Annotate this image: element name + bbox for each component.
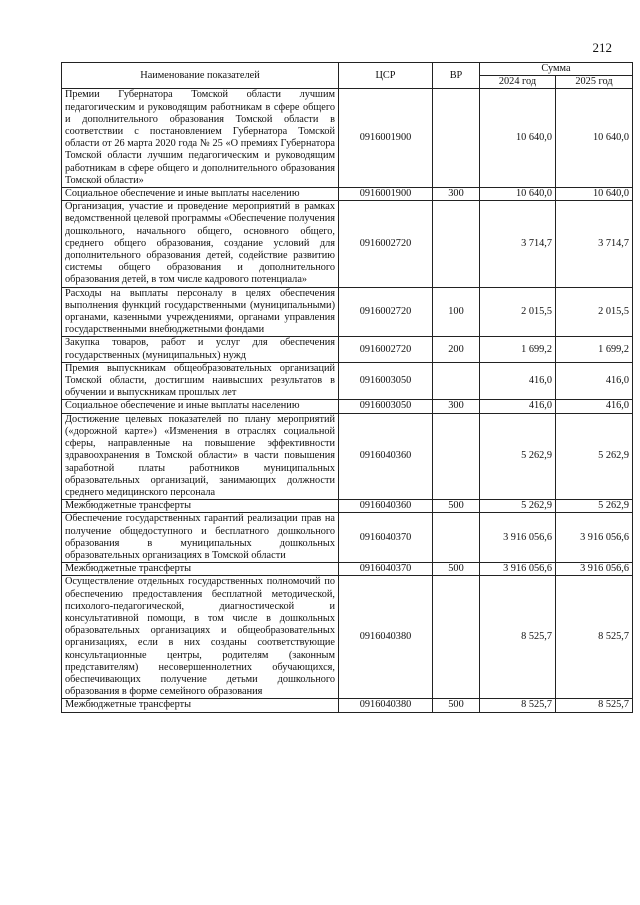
row-sum-2025: 416,0 — [556, 400, 633, 413]
row-csr: 0916040360 — [339, 500, 433, 513]
row-name: Межбюджетные трансферты — [62, 699, 339, 712]
table-row — [62, 513, 633, 563]
row-sum-2024: 10 640,0 — [480, 89, 556, 188]
table-row — [62, 413, 633, 499]
row-sum-2024: 3 714,7 — [480, 201, 556, 287]
row-csr: 0916002720 — [339, 287, 433, 337]
row-name: Премия выпускникам общеобразовательных организаций Томской области, достигшим наивысших результатов в обучении и выпускникам прошлых лет — [62, 362, 339, 400]
row-sum-2025: 5 262,9 — [556, 413, 633, 499]
table-row — [62, 287, 633, 337]
row-name: Межбюджетные трансферты — [62, 500, 339, 513]
page-number: 212 — [592, 40, 612, 55]
table-row — [62, 563, 633, 576]
row-sum-2025: 10 640,0 — [556, 188, 633, 201]
row-name: Межбюджетные трансферты — [62, 563, 339, 576]
row-sum-2024: 10 640,0 — [480, 188, 556, 201]
row-vr — [433, 201, 480, 287]
row-csr: 0916040370 — [339, 513, 433, 563]
row-vr: 300 — [433, 400, 480, 413]
row-sum-2024: 3 916 056,6 — [480, 563, 556, 576]
header-sum: Сумма — [480, 63, 633, 76]
row-sum-2024: 8 525,7 — [480, 699, 556, 712]
table-row — [62, 201, 633, 287]
header-vr: ВР — [433, 63, 480, 89]
table-row — [62, 699, 633, 712]
row-name: Достижение целевых показателей по плану мероприятий («дорожной карте») «Изменения в отраслях социальной сферы, направленные на повышение эффективности здравоохранения в Томской области» в части повышения заработной платы работников муниципальных образовательных организаций, занимающих должности среднего медицинского персонала — [62, 413, 339, 499]
row-vr — [433, 513, 480, 563]
table-row — [62, 500, 633, 513]
row-sum-2025: 5 262,9 — [556, 500, 633, 513]
row-csr: 0916040370 — [339, 563, 433, 576]
row-csr: 0916040380 — [339, 699, 433, 712]
row-name: Организация, участие и проведение мероприятий в рамках ведомственной целевой программы «Обеспечение получения дошкольного, начального общего, основного общего, среднего общего образования, создание условий для дополнительного образования детей, содействие развитию системы общего образования и дополнительного образования детей, в том числе кадрового потенциала» — [62, 201, 339, 287]
header-year-2025: 2025 год — [556, 76, 633, 89]
row-vr: 100 — [433, 287, 480, 337]
header-row — [62, 63, 633, 76]
row-sum-2025: 3 916 056,6 — [556, 513, 633, 563]
row-vr: 500 — [433, 563, 480, 576]
row-csr: 0916040360 — [339, 413, 433, 499]
row-sum-2024: 5 262,9 — [480, 413, 556, 499]
row-sum-2025: 3 714,7 — [556, 201, 633, 287]
row-vr — [433, 89, 480, 188]
row-vr — [433, 362, 480, 400]
row-vr — [433, 413, 480, 499]
row-sum-2025: 416,0 — [556, 362, 633, 400]
row-csr: 0916001900 — [339, 89, 433, 188]
row-sum-2024: 416,0 — [480, 400, 556, 413]
row-name: Социальное обеспечение и иные выплаты населению — [62, 400, 339, 413]
table-row — [62, 576, 633, 699]
row-csr: 0916001900 — [339, 188, 433, 201]
row-vr: 500 — [433, 699, 480, 712]
row-sum-2024: 5 262,9 — [480, 500, 556, 513]
row-csr: 0916002720 — [339, 337, 433, 362]
header-name: Наименование показателей — [62, 63, 339, 89]
row-sum-2024: 3 916 056,6 — [480, 513, 556, 563]
row-vr: 200 — [433, 337, 480, 362]
row-name: Расходы на выплаты персоналу в целях обеспечения выполнения функций государственными (муниципальными) органами, казенными учреждениями, органами управления государственными внебюджетными фондами — [62, 287, 339, 337]
row-sum-2025: 10 640,0 — [556, 89, 633, 188]
table-row — [62, 400, 633, 413]
row-sum-2024: 416,0 — [480, 362, 556, 400]
budget-table — [61, 62, 633, 713]
row-sum-2025: 1 699,2 — [556, 337, 633, 362]
row-sum-2024: 8 525,7 — [480, 576, 556, 699]
row-csr: 0916040380 — [339, 576, 433, 699]
row-name: Осуществление отдельных государственных полномочий по обеспечению предоставления бесплатной методической, психолого-педагогической, диагностической и консультативной помощи, в том числе в дошкольных образовательных организациях и общеобразовательных организациях, если в них созданы соответствующие консультационные центры, родителям (законным представителям) несовершеннолетних обучающихся, обеспечивающих получение детьми дошкольного образования в форме семейного образования — [62, 576, 339, 699]
row-sum-2025: 8 525,7 — [556, 576, 633, 699]
table-row — [62, 89, 633, 188]
row-sum-2025: 3 916 056,6 — [556, 563, 633, 576]
row-name: Премии Губернатора Томской области лучшим педагогическим и руководящим работникам в сфере общего и дополнительного образования Томской области в соответствии с постановлением Губернатора Томской области от 26 марта 2020 года № 25 «О премиях Губернатора Томской области лучшим педагогическим и руководящим работникам в сфере общего и дополнительного образования Томской области» — [62, 89, 339, 188]
row-vr: 500 — [433, 500, 480, 513]
row-name: Обеспечение государственных гарантий реализации прав на получение общедоступного и бесплатного дошкольного образования в муниципальных дошкольных образовательных организациях в Томской области — [62, 513, 339, 563]
row-name: Социальное обеспечение и иные выплаты населению — [62, 188, 339, 201]
row-vr: 300 — [433, 188, 480, 201]
row-sum-2025: 2 015,5 — [556, 287, 633, 337]
header-year-2024: 2024 год — [480, 76, 556, 89]
row-csr: 0916002720 — [339, 201, 433, 287]
row-vr — [433, 576, 480, 699]
table-row — [62, 362, 633, 400]
row-sum-2024: 1 699,2 — [480, 337, 556, 362]
row-sum-2025: 8 525,7 — [556, 699, 633, 712]
table-row — [62, 337, 633, 362]
row-name: Закупка товаров, работ и услуг для обеспечения государственных (муниципальных) нужд — [62, 337, 339, 362]
row-csr: 0916003050 — [339, 362, 433, 400]
row-csr: 0916003050 — [339, 400, 433, 413]
row-sum-2024: 2 015,5 — [480, 287, 556, 337]
table-row — [62, 188, 633, 201]
header-csr: ЦСР — [339, 63, 433, 89]
